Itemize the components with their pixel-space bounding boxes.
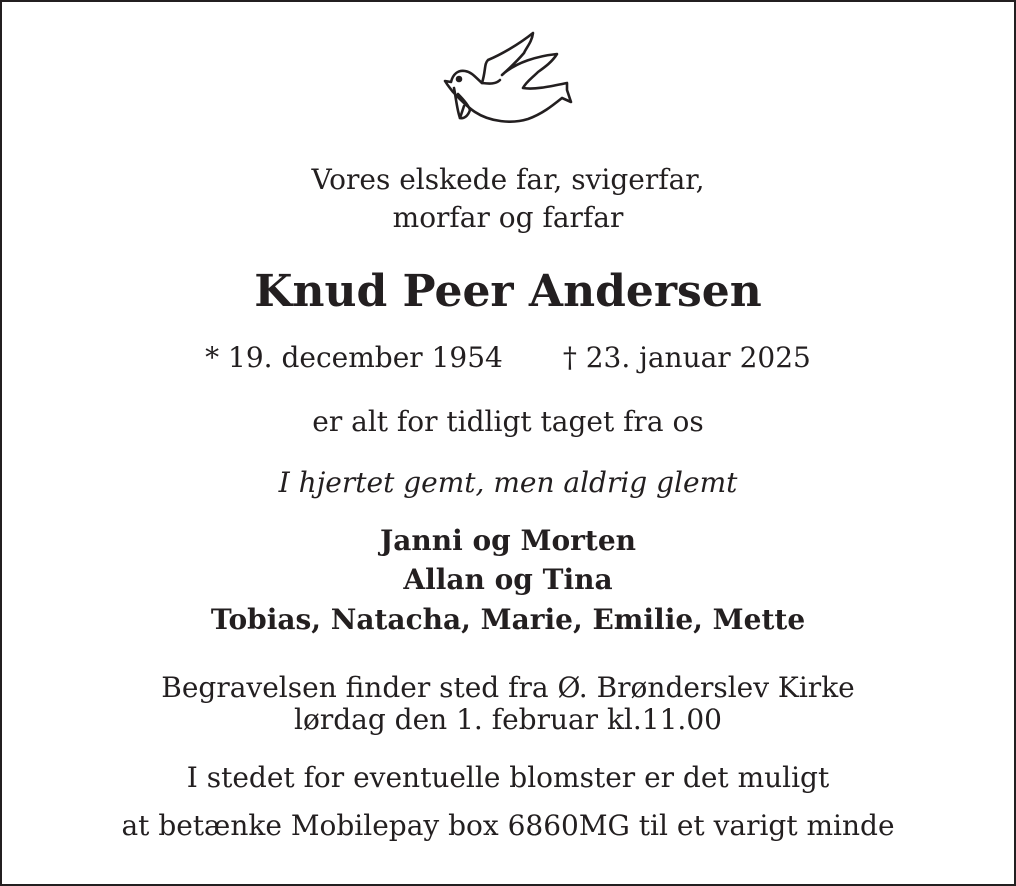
subtitle: er alt for tidligt taget fra os	[312, 405, 704, 438]
funeral-line-1: Begravelsen finder sted fra Ø. Brønderslev Kirke	[161, 671, 855, 704]
quote: I hjertet gemt, men aldrig glemt	[278, 466, 738, 499]
dates-line	[0, 340, 1016, 376]
birth-date: * 19. december 1954	[205, 341, 503, 374]
donation-line-1: I stedet for eventuelle blomster er det muligt	[186, 761, 830, 794]
death-date: † 23. januar 2025	[562, 341, 811, 374]
intro-line-1: Vores elskede far, svigerfar,	[311, 163, 705, 196]
deceased-name: Knud Peer Andersen	[254, 266, 762, 317]
intro-line-2: morfar og farfar	[392, 201, 624, 234]
funeral-line-2: lørdag den 1. februar kl.11.00	[294, 703, 722, 736]
family-line-2: Allan og Tina	[403, 563, 613, 596]
dove-icon	[420, 20, 600, 140]
family-line-1: Janni og Morten	[379, 524, 637, 557]
donation-line-2: at betænke Mobilepay box 6860MG til et varigt minde	[121, 809, 895, 842]
family-line-3: Tobias, Natacha, Marie, Emilie, Mette	[210, 603, 806, 636]
